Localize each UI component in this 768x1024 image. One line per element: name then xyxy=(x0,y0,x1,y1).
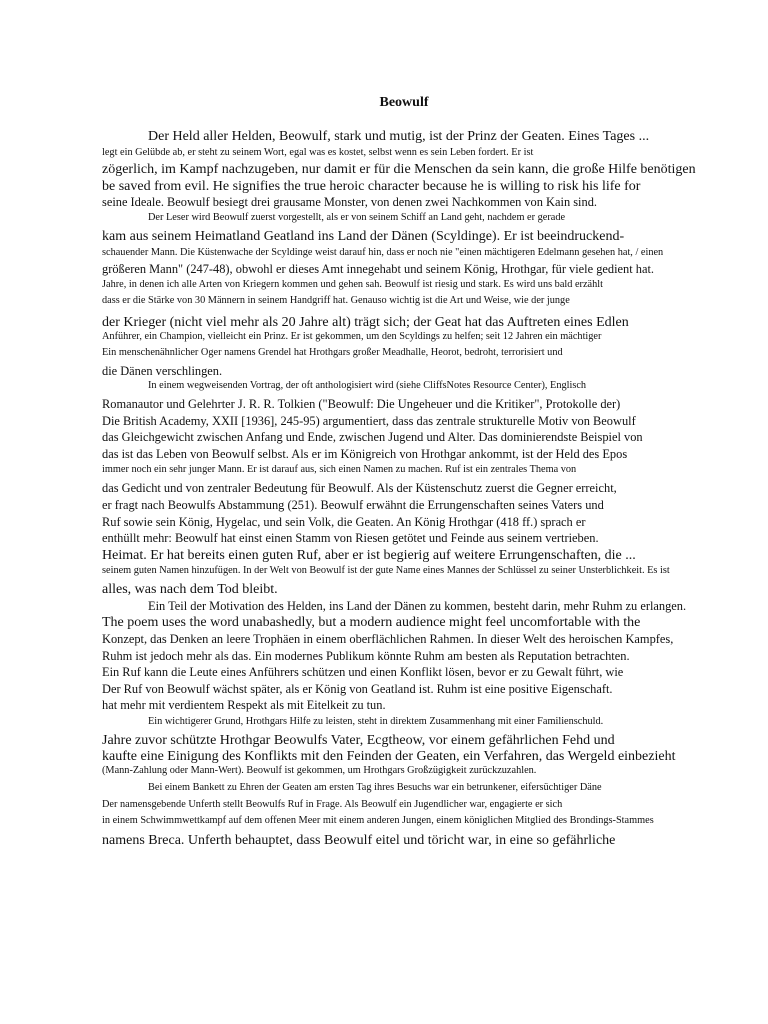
text-line: Ein Teil der Motivation des Helden, ins Land der Dänen zu kommen, besteht darin, mehr Ruhm zu erlangen. xyxy=(148,599,687,613)
text-line: größeren Mann" (247-48), obwohl er dieses Amt innegehabt und seinem König, Hrothgar, für viele gedient hat. xyxy=(102,262,655,276)
text-line: Ein menschenähnlicher Oger namens Grendel hat Hrothgars großer Meadhalle, Heorot, bedroht, terrorisiert und xyxy=(102,347,563,358)
text-line: Der Held aller Helden, Beowulf, stark und mutig, ist der Prinz der Geaten. Eines Tages ... xyxy=(148,129,650,144)
text-line: kam aus seinem Heimatland Geatland ins Land der Dänen (Scyldinge). Er ist beeindruckend- xyxy=(102,229,625,244)
text-line: das Gedicht und von zentraler Bedeutung für Beowulf. Als der Küstenschutz zuerst die Gegner erreicht, xyxy=(102,481,617,495)
text-line: er fragt nach Beowulfs Abstammung (251). Beowulf erwähnt die Errungenschaften seines Vaters und xyxy=(102,498,604,512)
text-line: Romanautor und Gelehrter J. R. R. Tolkien ("Beowulf: Die Ungeheuer und die Kritiker", Protokolle der) xyxy=(102,397,621,411)
document-title: Beowulf xyxy=(379,95,429,110)
text-line: Bei einem Bankett zu Ehren der Geaten am ersten Tag ihres Besuchs war ein betrunkener, eifersüchtiger Däne xyxy=(148,782,602,793)
text-line: be saved from evil. He signifies the true heroic character because he is willing to risk his life for xyxy=(102,179,641,194)
text-line: enthüllt mehr: Beowulf hat einst einen Stamm von Riesen getötet und Feinde aus seinem vertrieben. xyxy=(102,531,599,545)
text-line: In einem wegweisenden Vortrag, der oft anthologisiert wird (siehe CliffsNotes Resource Center), Englisch xyxy=(148,380,587,391)
text-line: Ein wichtigerer Grund, Hrothgars Hilfe zu leisten, steht in direktem Zusammenhang mit einer Familienschuld. xyxy=(148,716,604,727)
text-line: Heimat. Er hat bereits einen guten Ruf, aber er ist begierig auf weitere Errungenschaften, die ... xyxy=(102,548,636,563)
text-line: The poem uses the word unabashedly, but a modern audience might feel uncomfortable with the xyxy=(102,615,641,630)
text-line: alles, was nach dem Tod bleibt. xyxy=(102,582,278,597)
text-line: Jahre, in denen ich alle Arten von Kriegern kommen und gehen sah. Beowulf ist riesig und stark. Es wird uns bald erzählt xyxy=(102,279,603,290)
text-line: Der namensgebende Unferth stellt Beowulfs Ruf in Frage. Als Beowulf ein Jugendlicher war, engagierte er sich xyxy=(102,799,563,810)
text-line: in einem Schwimmwettkampf auf dem offenen Meer mit einem anderen Jungen, einem königlichen Mitglied des Brondings-Stammes xyxy=(102,815,654,826)
text-line: Die British Academy, XXII [1936], 245-95) argumentiert, dass das zentrale strukturelle Motiv von Beowulf xyxy=(102,414,636,428)
text-line: dass er die Stärke von 30 Männern in seinem Handgriff hat. Genauso wichtig ist die Art und Weise, wie der junge xyxy=(102,295,570,306)
text-line: Ruhm ist jedoch mehr als das. Ein modernes Publikum könnte Ruhm am besten als Reputation betrachten. xyxy=(102,649,630,663)
text-line: Der Leser wird Beowulf zuerst vorgestellt, als er von seinem Schiff an Land geht, nachdem er gerade xyxy=(148,212,566,223)
text-line: seine Ideale. Beowulf besiegt drei grausame Monster, von denen zwei Nachkommen von Kain sind. xyxy=(102,195,597,209)
text-line: legt ein Gelübde ab, er steht zu seinem Wort, egal was es kostet, selbst wenn es sein Leben fordert. Er ist xyxy=(102,147,534,158)
text-line: zögerlich, im Kampf nachzugeben, nur damit er für die Menschen da sein kann, die große Hilfe benötigen xyxy=(102,162,696,177)
text-line: Konzept, das Denken an leere Trophäen in einem oberflächlichen Rahmen. In dieser Welt des heroischen Kampfes, xyxy=(102,632,674,646)
text-line: das Gleichgewicht zwischen Anfang und Ende, zwischen Jugend und Alter. Das dominierendste Beispiel von xyxy=(102,430,643,444)
text-line: Jahre zuvor schützte Hrothgar Beowulfs Vater, Ecgtheow, vor einem gefährlichen Fehd und xyxy=(102,733,615,748)
text-line: Anführer, ein Champion, vielleicht ein Prinz. Er ist gekommen, um den Scyldings zu helfen; seit 12 Jahren ein mächtiger xyxy=(102,331,602,342)
text-line: (Mann-Zahlung oder Mann-Wert). Beowulf ist gekommen, um Hrothgars Großzügigkeit zurückzuzahlen. xyxy=(102,765,537,776)
text-line: namens Breca. Unferth behauptet, dass Beowulf eitel und töricht war, in eine so gefährliche xyxy=(102,833,616,848)
text-line: immer noch ein sehr junger Mann. Er ist darauf aus, sich einen Namen zu machen. Ruf ist ein zentrales Thema von xyxy=(102,464,577,475)
text-line: schauender Mann. Die Küstenwache der Scyldinge weist darauf hin, dass er noch nie "einen mächtigeren Edelmann gesehen hat, / einen xyxy=(102,247,664,258)
text-line: Ein Ruf kann die Leute eines Anführers schützen und einen Konflikt lösen, bevor er zu Gewalt führt, wie xyxy=(102,665,624,679)
text-line: hat mehr mit verdientem Respekt als mit Eitelkeit zu tun. xyxy=(102,698,386,712)
text-line: kaufte eine Einigung des Konflikts mit den Feinden der Geaten, ein Verfahren, das Wergeld einbezieht xyxy=(102,749,676,764)
text-line: Der Ruf von Beowulf wächst später, als er König von Geatland ist. Ruhm ist eine positive Eigenschaft. xyxy=(102,682,613,696)
text-line: seinem guten Namen hinzufügen. In der Welt von Beowulf ist der gute Name eines Mannes der Schlüssel zu seiner Unsterblichkeit. Es ist xyxy=(102,565,670,576)
text-line: die Dänen verschlingen. xyxy=(102,364,223,378)
text-line: Ruf sowie sein König, Hygelac, und sein Volk, die Geaten. An König Hrothgar (418 ff.) sprach er xyxy=(102,515,586,529)
text-line: das ist das Leben von Beowulf selbst. Als er im Königreich von Hrothgar ankommt, ist der Held des Epos xyxy=(102,447,628,461)
text-line: der Krieger (nicht viel mehr als 20 Jahre alt) trägt sich; der Geat hat das Auftreten eines Edlen xyxy=(102,315,629,330)
